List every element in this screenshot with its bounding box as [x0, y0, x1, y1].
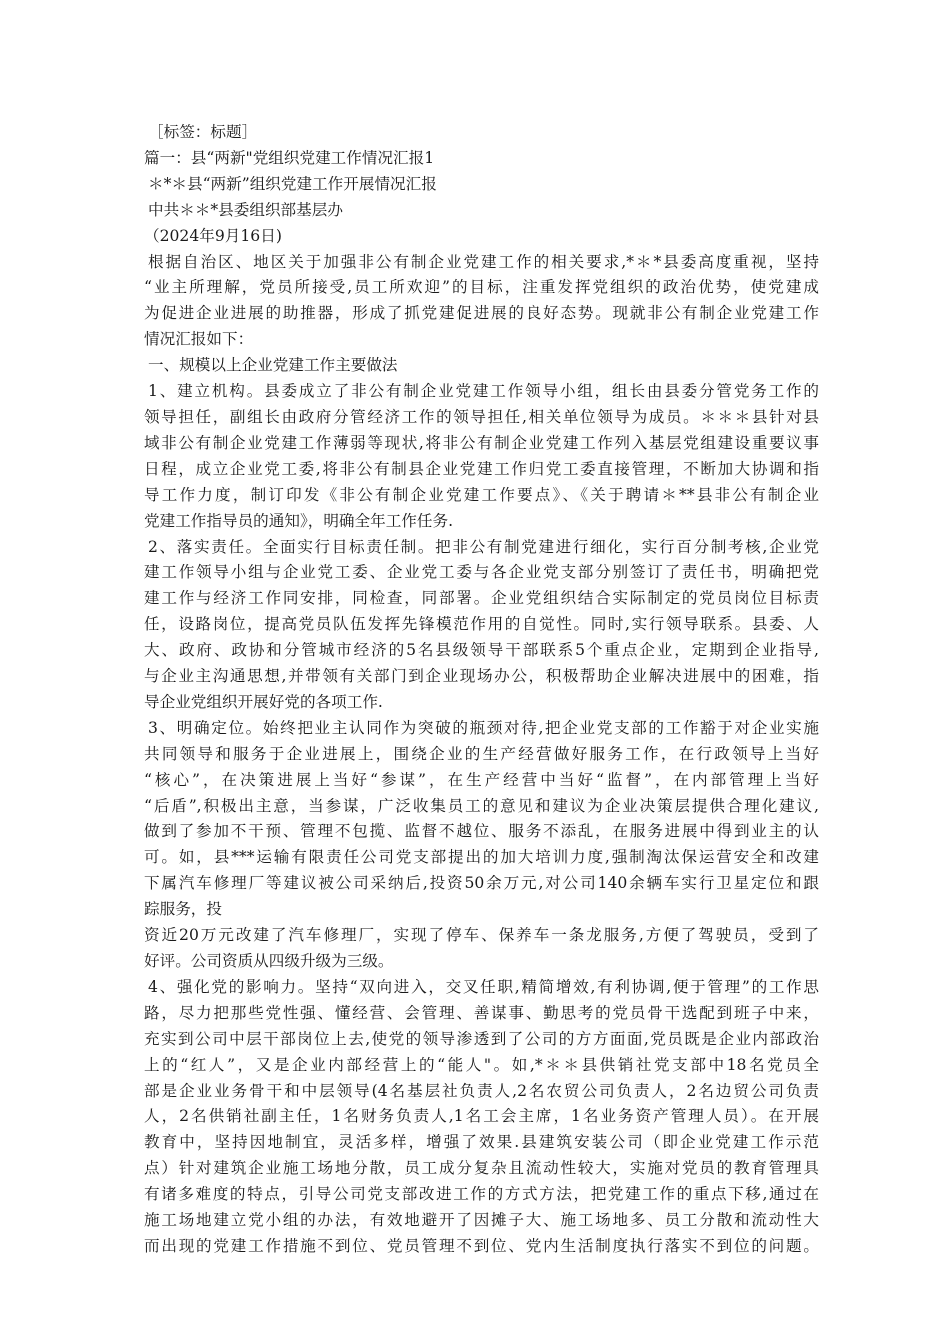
document-text-line: 导企业党组织开展好党的各项工作.: [144, 692, 383, 711]
document-text-line: （2024年9月16日): [144, 226, 282, 245]
document-text-line: “业主所理解，党员所接受,员工所欢迎”的目标，注重发挥党组织的政治优势，使党建成: [144, 278, 819, 297]
document-text-line: 教育中，坚持因地制宜，灵活多样，增强了效果.县建筑安装公司（即企业党建工作示范: [144, 1133, 819, 1152]
document-text-line: 建工作与经济工作同安排，同检查，同部署。企业党组织结合实际制定的党员岗位目标责: [144, 589, 819, 608]
document-text-line: 一、规模以上企业党建工作主要做法: [148, 356, 398, 375]
document-text-line: 3、明确定位。始终把业主认同作为突破的瓶颈对待,把企业党支部的工作豁于对企业实施: [148, 718, 819, 737]
document-text-line: 中共＊＊*县委组织部基层办: [148, 200, 343, 219]
document-text-line: 与企业主沟通思想,并带领有关部门到企业现场办公，积极帮助企业解决进展中的困难，指: [144, 667, 819, 686]
document-tag-line: ［标签：标题］: [148, 123, 258, 141]
document-text-line: 域非公有制企业党建工作薄弱等现状,将非公有制企业党建工作列入基层党组建设重要议事: [144, 433, 819, 452]
document-text-line: 可。如，县***运输有限责任公司党支部提出的加大培训力度,强制淘汰保运营安全和改建: [144, 848, 819, 867]
document-text-line: 点）针对建筑企业施工场地分散，员工成分复杂且流动性较大，实施对党员的教育管理具: [144, 1159, 819, 1178]
document-section-title: 篇一：县“两新"党组织党建工作情况汇报1: [144, 148, 435, 167]
document-text-line: 上的“红人”，又是企业内部经营上的“能人"。如,*＊＊县供销社党支部中18名党员全: [144, 1055, 819, 1074]
document-text-line: 施工场地建立党小组的办法，有效地避开了因摊子大、施工场地多、员工分散和流动性大: [144, 1211, 819, 1230]
document-text-line: 好评。公司资质从四级升级为三级。: [144, 952, 394, 970]
document-text-line: 党建工作指导员的通知》，明确全年工作任务.: [144, 511, 454, 530]
document-text-line: “核心”，在决策进展上当好“参谋”，在生产经营中当好“监督”，在内部管理上当好: [144, 770, 819, 789]
document-text-line: 4、强化党的影响力。坚持“双向进入，交叉任职,精简增效,有利协调,便于管理”的工作思: [148, 977, 819, 996]
document-text-line: 导工作力度，制订印发《非公有制企业党建工作要点》、《关于聘请＊**县非公有制企业: [144, 485, 819, 504]
document-text-line: “后盾”,积极出主意，当参谋，广泛收集员工的意见和建议为企业决策层提供合理化建议,: [144, 796, 819, 815]
document-text-line: 领导担任，副组长由政府分管经济工作的领导担任,相关单位领导为成员。＊＊＊县针对县: [144, 407, 819, 426]
document-text-line: 情况汇报如下：: [144, 330, 254, 349]
document-text-line: 2、落实责任。全面实行目标责任制。把非公有制党建进行细化，实行百分制考核,企业党: [148, 537, 819, 556]
document-text-line: 为促进企业进展的助推器，形成了抓党建促进展的良好态势。现就非公有制企业党建工作: [144, 304, 819, 323]
document-text-line: 建工作领导小组与企业党工委、企业党工委与各企业党支部分别签订了责任书，明确把党: [144, 563, 819, 582]
document-text-line: 大、政府、政协和分管城市经济的5名县级领导干部联系5个重点企业，定期到企业指导,: [144, 641, 819, 660]
document-page: [144, 120, 819, 1260]
document-text-line: 日程，成立企业党工委,将非公有制县企业党建工作归党工委直接管理，不断加大协调和指: [144, 459, 819, 478]
document-text-line: 有诸多难度的特点，引导公司党支部改进工作的方式方法，把党建工作的重点下移,通过在: [144, 1185, 819, 1204]
document-text-line: 路，尽力把那些党性强、懂经营、会管理、善谋事、勤思考的党员骨干选配到班子中来，: [144, 1003, 819, 1022]
document-text-line: 共同领导和服务于企业进展上，围绕企业的生产经营做好服务工作，在行政领导上当好: [144, 744, 819, 763]
document-text-line: 下属汽车修理厂等建议被公司采纳后,投资50余万元,对公司140余辆车实行卫星定位和跟: [144, 874, 819, 893]
document-text-line: 做到了参加不干预、管理不包揽、监督不越位、服务不添乱，在服务进展中得到业主的认: [144, 822, 819, 841]
document-text-line: 资近20万元改建了汽车修理厂，实现了停车、保养车一条龙服务,方便了驾驶员，受到了: [144, 926, 819, 945]
document-text-line: 而出现的党建工作措施不到位、党员管理不到位、党内生活制度执行落实不到位的问题。: [144, 1236, 819, 1255]
document-text-line: 充实到公司中层干部岗位上去,使党的领导渗透到了公司的方方面面,党员既是企业内部政治: [144, 1029, 819, 1048]
document-text-line: 1、建立机构。县委成立了非公有制企业党建工作领导小组，组长由县委分管党务工作的: [148, 382, 819, 401]
document-text-line: 部是企业业务骨干和中层领导(4名基层社负责人,2名农贸公司负责人，2名边贸公司负责: [144, 1081, 819, 1100]
document-text-line: 踪服务，投: [144, 900, 222, 919]
document-text-line: 根据自治区、地区关于加强非公有制企业党建工作的相关要求,*＊*县委高度重视，坚持: [148, 252, 819, 271]
document-text-line: 任，设路岗位，提高党员队伍发挥先锋模范作用的自觉性。同时,实行领导联系。县委、人: [144, 615, 819, 634]
document-text-line: ＊*＊县“两新”组织党建工作开展情况汇报: [148, 174, 437, 193]
document-text-line: 人，2名供销社副主任，1名财务负责人,1名工会主席，1名业务资产管理人员）。在开展: [144, 1107, 819, 1126]
